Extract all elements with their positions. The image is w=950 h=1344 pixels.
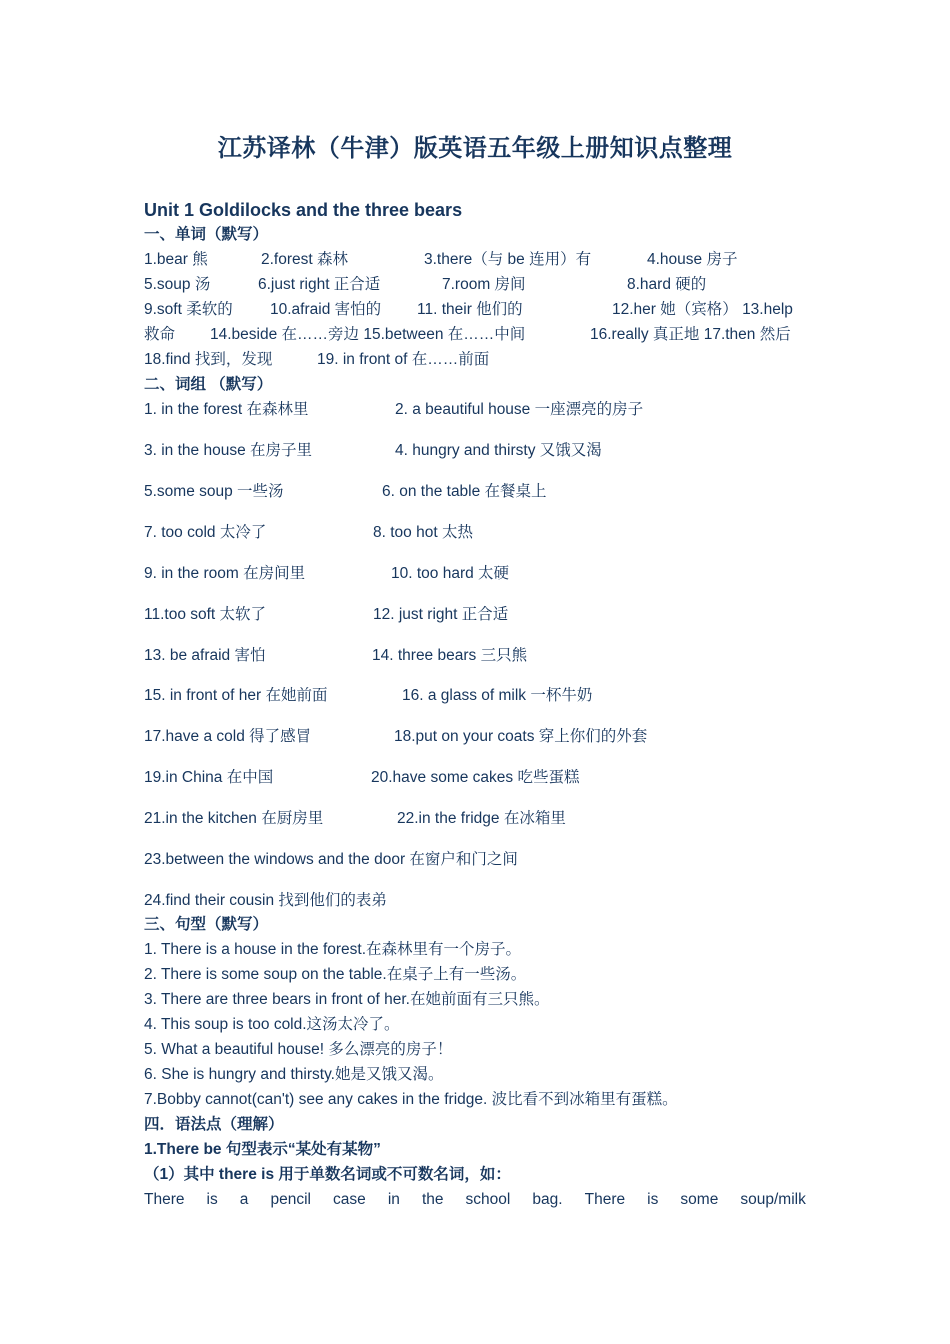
example-word: is — [206, 1191, 218, 1208]
phrase-item: 4. hungry and thirsty 又饿又渴 — [395, 442, 602, 459]
words-row-3 — [144, 298, 808, 322]
phrase-item: 13. be afraid 害怕 — [144, 647, 266, 664]
words-row-1 — [144, 248, 808, 272]
word-item: 救命 — [144, 326, 176, 343]
phrase-item: 12. just right 正合适 — [373, 606, 509, 623]
phrase-item: 16. a glass of milk 一杯牛奶 — [402, 687, 593, 704]
phrase-item: 2. a beautiful house 一座漂亮的房子 — [395, 401, 644, 418]
example-word: There — [584, 1191, 626, 1208]
example-word: the — [421, 1191, 444, 1208]
example-word: soup/milk — [740, 1191, 806, 1208]
phrase-item: 7. too cold 太冷了 — [144, 524, 267, 541]
phrase-item: 8. too hot 太热 — [373, 524, 473, 541]
unit-title: Unit 1 Goldilocks and the three bears — [144, 200, 463, 220]
phrase-item: 11.too soft 太软了 — [144, 606, 267, 623]
words-row-2 — [144, 273, 808, 297]
phrase-item: 18.put on your coats 穿上你们的外套 — [394, 728, 648, 745]
phrase-row: 24.find their cousin 找到他们的表弟 — [144, 892, 387, 909]
word-item: 6.just right 正合适 — [258, 276, 381, 293]
word-item: 11. their 他们的 — [417, 301, 523, 318]
phrase-item: 15. in front of her 在她前面 — [144, 687, 328, 704]
words-row-5 — [144, 348, 808, 372]
sentence-item: 5. What a beautiful house! 多么漂亮的房子！ — [144, 1041, 453, 1058]
phrase-item: 10. too hard 太硬 — [391, 565, 510, 582]
phrase-item: 17.have a cold 得了感冒 — [144, 728, 312, 745]
section-heading-grammar: 四．语法点（理解） — [144, 1116, 284, 1133]
word-item: 7.room 房间 — [442, 276, 526, 293]
sentence-item: 4. This soup is too cold.这汤太冷了。 — [144, 1016, 400, 1033]
example-sentence — [144, 1188, 806, 1212]
phrase-row — [144, 439, 808, 463]
word-item: 3.there（与 be 连用）有 — [424, 251, 592, 268]
words-row-4 — [144, 323, 808, 347]
word-item: 19. in front of 在……前面 — [317, 351, 490, 368]
phrase-item: 5.some soup 一些汤 — [144, 483, 284, 500]
example-word: bag. — [532, 1191, 563, 1208]
grammar-subpoint: （1）其中 there is 用于单数名词或不可数名词，如： — [144, 1166, 511, 1183]
phrase-row: 23.between the windows and the door 在窗户和门之间 — [144, 851, 518, 868]
phrase-item: 9. in the room 在房间里 — [144, 565, 306, 582]
word-item: 9.soft 柔软的 — [144, 301, 233, 318]
word-item: 8.hard 硬的 — [627, 276, 707, 293]
page-title: 江苏译林（牛津）版英语五年级上册知识点整理 — [217, 134, 733, 162]
example-word: There — [144, 1191, 185, 1208]
word-item: 12.her 她（宾格） 13.help — [612, 301, 793, 318]
phrase-row — [144, 562, 808, 586]
phrase-row — [144, 684, 808, 708]
example-word: is — [647, 1191, 659, 1208]
phrase-row — [144, 480, 808, 504]
phrase-item: 6. on the table 在餐桌上 — [382, 483, 547, 500]
example-word: case — [333, 1191, 366, 1208]
section-heading-phrases: 二、词组 （默写） — [144, 376, 273, 393]
phrase-row — [144, 725, 808, 749]
phrase-item: 1. in the forest 在森林里 — [144, 401, 309, 418]
word-item: 4.house 房子 — [647, 251, 738, 268]
phrase-item: 19.in China 在中国 — [144, 769, 274, 786]
sentence-item: 3. There are three bears in front of her.在她前面有三只熊。 — [144, 991, 550, 1008]
section-heading-words: 一、单词（默写） — [144, 226, 269, 243]
phrase-row — [144, 766, 808, 790]
phrase-item: 3. in the house 在房子里 — [144, 442, 312, 459]
phrase-item: 14. three bears 三只熊 — [372, 647, 528, 664]
phrase-item: 20.have some cakes 吃些蛋糕 — [371, 769, 580, 786]
phrase-row — [144, 807, 808, 831]
phrase-row — [144, 398, 808, 422]
sentence-item: 6. She is hungry and thirsty.她是又饿又渴。 — [144, 1066, 444, 1083]
example-word: pencil — [270, 1191, 311, 1208]
word-item: 10.afraid 害怕的 — [270, 301, 382, 318]
sentence-item: 7.Bobby cannot(can't) see any cakes in the fridge. 波比看不到冰箱里有蛋糕。 — [144, 1091, 678, 1108]
sentence-item: 2. There is some soup on the table.在桌子上有一些汤。 — [144, 966, 527, 983]
phrase-row — [144, 603, 808, 627]
word-item: 16.really 真正地 17.then 然后 — [590, 326, 791, 343]
section-heading-sentences: 三、句型（默写） — [144, 916, 269, 933]
word-item: 2.forest 森林 — [261, 251, 348, 268]
example-word: some — [680, 1191, 719, 1208]
example-word: school — [465, 1191, 511, 1208]
grammar-point: 1.There be 句型表示“某处有某物” — [144, 1141, 381, 1158]
sentence-item: 1. There is a house in the forest.在森林里有一个房子。 — [144, 941, 522, 958]
example-word: a — [239, 1191, 249, 1208]
example-word: in — [387, 1191, 400, 1208]
word-item: 14.beside 在……旁边 15.between 在……中间 — [210, 326, 526, 343]
phrase-item: 21.in the kitchen 在厨房里 — [144, 810, 324, 827]
word-item: 1.bear 熊 — [144, 251, 208, 268]
phrase-row — [144, 644, 808, 668]
word-item: 18.find 找到，发现 — [144, 351, 273, 368]
phrase-item: 22.in the fridge 在冰箱里 — [397, 810, 566, 827]
word-item: 5.soup 汤 — [144, 276, 211, 293]
phrase-row — [144, 521, 808, 545]
